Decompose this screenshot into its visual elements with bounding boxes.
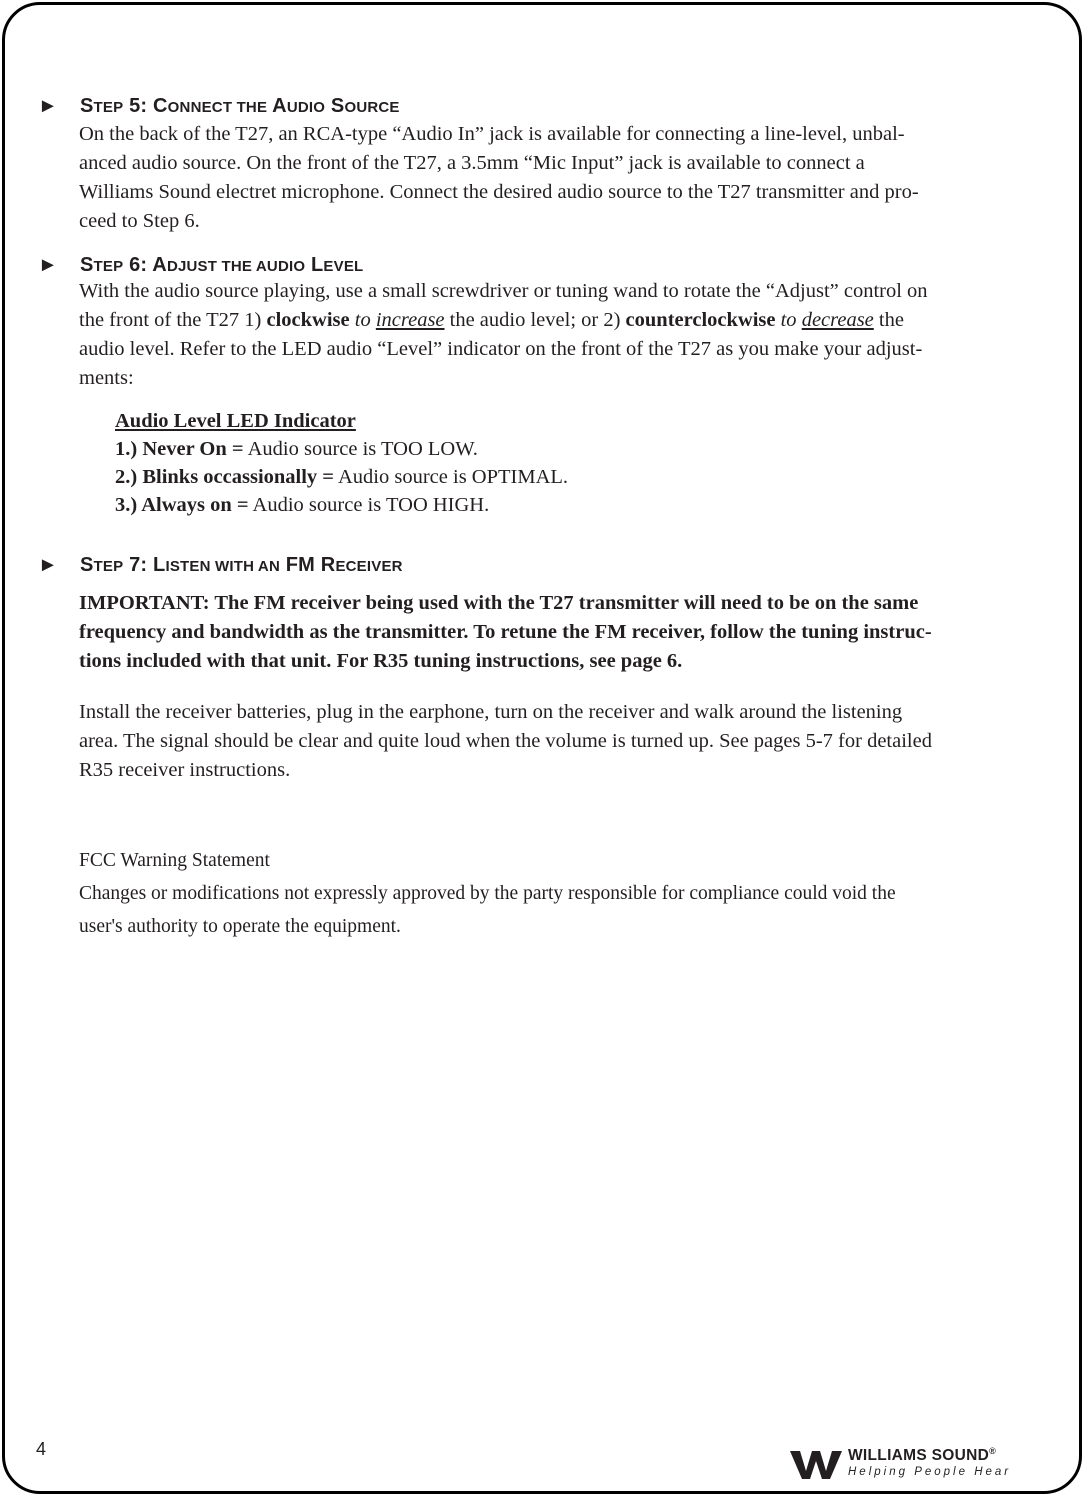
list-item: 1.) Never On = Audio source is TOO LOW. [115,438,478,460]
step5-body: On the back of the T27, an RCA-type “Audio In” jack is available for connecting a line-level, unbal- anced audio source. On the front of the T27, a 3.5mm “Mic Input” jack is available to connect a Williams Sound electret microphone. Connect the desired audio source to the T27 transmitter and pro- ceed to Step 6. [79,123,919,232]
fcc-body: Changes or modifications not expressly approved by the party responsible for compliance could void the user's authority to operate the equipment. [79,883,896,937]
arrow-bullet-icon: ► [38,95,58,117]
page-number: 4 [36,1439,47,1459]
arrow-bullet-icon: ► [38,554,58,576]
led-indicator-list [115,407,568,519]
fcc-title: FCC Warning Statement [79,850,270,871]
step7-important: IMPORTANT: The FM receiver being used with the T27 transmitter will need to be on the same frequency and bandwidth as the transmitter. To retune the FM receiver, follow the tuning instruc- tions included with that unit. For R35 tuning instructions, see page 6. [79,592,932,672]
list-item: 2.) Blinks occassionally = Audio source is OPTIMAL. [115,466,569,488]
step7-heading: ► STEP 7: LISTEN WITH AN FM RECEIVER [38,554,403,576]
brand-tagline: Helping People Hear [848,1466,1012,1478]
step6-heading: ► STEP 6: ADJUST THE AUDIO LEVEL [38,254,364,276]
led-indicator-heading: Audio Level LED Indicator [115,410,356,432]
list-item: 3.) Always on = Audio source is TOO HIGH. [115,494,490,516]
step5-heading: ► STEP 5: CONNECT THE AUDIO SOURCE [38,95,400,117]
brand-name: WILLIAMS SOUND® [848,1446,997,1465]
arrow-bullet-icon: ► [38,254,58,276]
step6-body: With the audio source playing, use a small screwdriver or tuning wand to rotate the “Adjust” control on the front of the T27 1) clockwise to increase the audio level; or 2) counterclockwise to decrease the audio level. Refer to the LED audio “Level” indicator on the front of the T27 as you make your adjust- ments: [79,280,928,389]
step7-body: Install the receiver batteries, plug in the earphone, turn on the receiver and walk around the listening area. The signal should be clear and quite loud when the volume is turned up. See pages 5-7 for detailed R35 receiver instructions. [79,701,932,781]
williams-sound-logo [790,1446,1022,1485]
williams-sound-logo-icon [790,1449,842,1481]
